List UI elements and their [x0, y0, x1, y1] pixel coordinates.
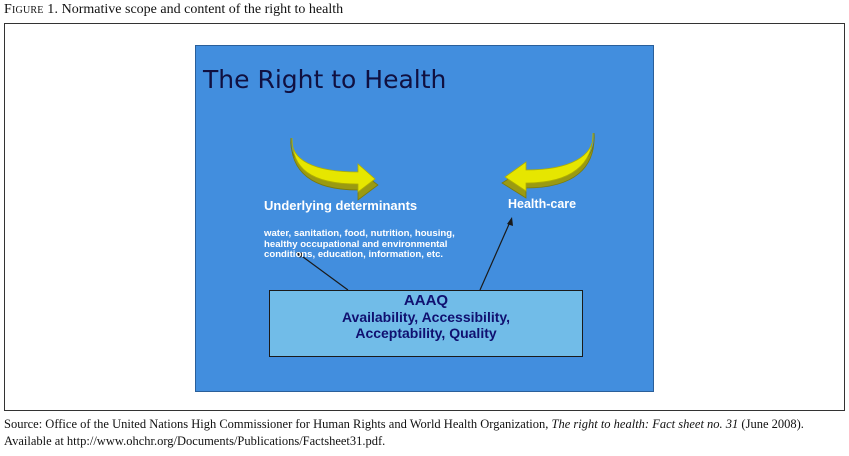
right-curved-arrow [502, 133, 594, 198]
source-prefix: Source: Office of the United Nations High Commissioner for Human Rights and World Health Organization, [4, 417, 552, 431]
figure-frame [4, 23, 845, 411]
aaaq-line-2: Acceptability, Quality [355, 325, 497, 341]
figure-caption [4, 2, 343, 18]
slide-title: The Right to Health [203, 65, 447, 94]
underlying-determinants-details: water, sanitation, food, nutrition, housing, healthy occupational and environmental conditions, education, information, etc. [264, 228, 455, 261]
slide-panel [195, 45, 654, 392]
figure-label: Figure 1. [4, 2, 59, 17]
connector-arrow-right [480, 217, 513, 290]
health-care-label: Health-care [508, 197, 577, 211]
left-curved-arrow [291, 138, 378, 200]
aaaq-box [269, 290, 583, 357]
aaaq-line-1: Availability, Accessibility, [341, 309, 511, 325]
figure-caption-text: Normative scope and content of the right to health [61, 2, 344, 17]
aaaq-title: AAAQ [403, 292, 449, 309]
source-title: The right to health: Fact sheet no. 31 [551, 417, 739, 431]
underlying-determinants-label: Underlying determinants [264, 198, 418, 213]
source-note [4, 416, 846, 450]
source-suffix: (June 2008). Available at http://www.ohchr.org/Documents/Publications/Factsheet31.pdf. [4, 417, 804, 448]
